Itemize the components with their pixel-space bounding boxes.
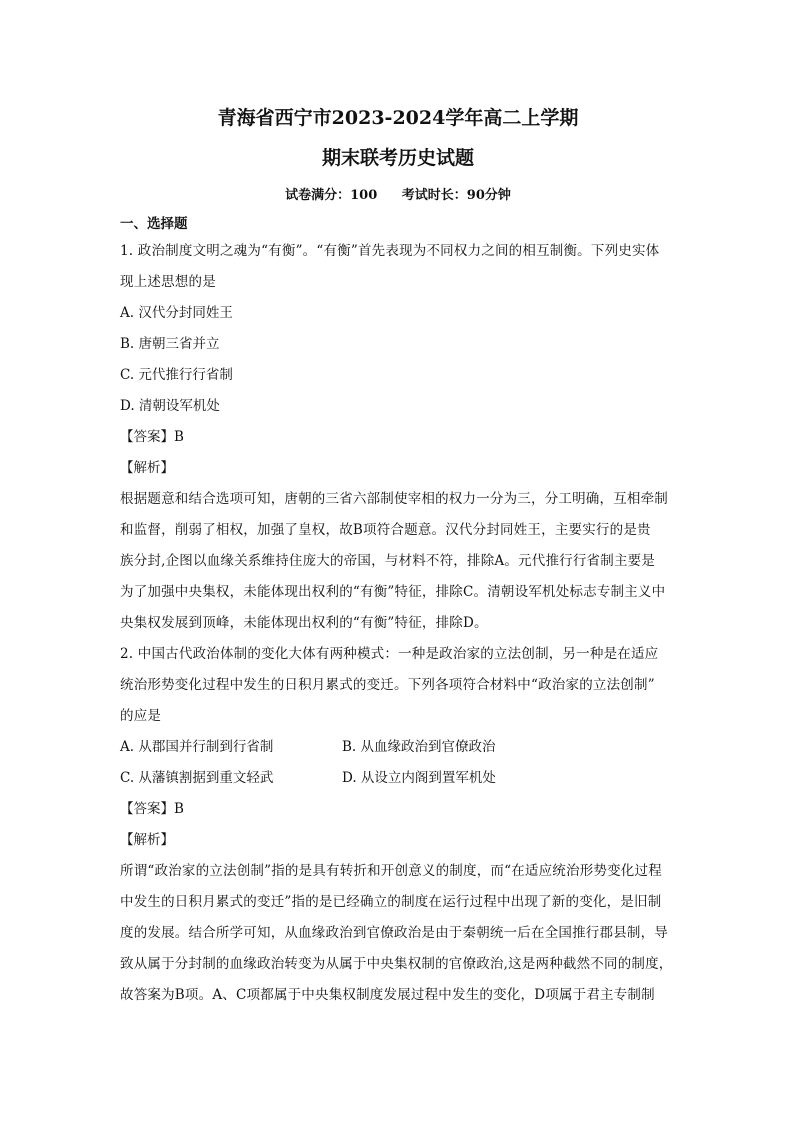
- q2-options-row-1: [120, 732, 676, 763]
- q2-stem-line: 统治形势变化过程中发生的日积月累式的变迁。下列各项符合材料中“政治家的立法创制”: [120, 677, 655, 693]
- q1-analysis-line: 和监督，削弱了相权，加强了皇权，故B项符合题意。汉代分封同姓王，主要实行的是贵: [120, 522, 651, 538]
- exam-score: 试卷满分：100: [285, 188, 378, 203]
- q2-analysis-line: 致从属于分封制的血缘政治转变为从属于中央集权制的官僚政治,这是两种截然不同的制度，: [120, 956, 673, 972]
- q1-stem-line2: 现上述思想的是: [120, 274, 216, 290]
- q1-option-a: A. 汉代分封同姓王: [120, 305, 233, 321]
- exam-info: [120, 186, 676, 206]
- q2-stem-line: 的应是: [120, 708, 162, 724]
- q2-analysis-tag: 【解析】: [120, 832, 174, 848]
- exam-title-line2: 期末联考历史试题: [321, 147, 474, 169]
- question-2: [120, 639, 676, 1011]
- q2-analysis-line: 度的发展。结合所学可知，从血缘政治到官僚政治是由于秦朝统一后在全国推行郡县制，导: [120, 925, 668, 941]
- q2-option-d: D. 从设立内阁到置军机处: [342, 770, 496, 786]
- exam-page: [120, 100, 676, 1011]
- q1-analysis-line: 为了加强中央集权，未能体现出权利的“有衡”特征，排除C。清朝设军机处标志专制主义中: [120, 584, 666, 600]
- question-1: [120, 236, 676, 639]
- exam-title-line1: 青海省西宁市2023-2024学年高二上学期: [217, 107, 579, 129]
- q1-answer: 【答案】B: [120, 429, 184, 445]
- q2-option-a: A. 从郡国并行制到行省制: [120, 739, 274, 755]
- q1-option-d: D. 清朝设军机处: [120, 398, 220, 414]
- q1-option-b: B. 唐朝三省并立: [120, 336, 220, 352]
- q2-option-b: B. 从血缘政治到官僚政治: [342, 739, 496, 755]
- q1-analysis-line: 族分封,企图以血缘关系维持住庞大的帝国，与材料不符，排除A。元代推行行省制主要是: [120, 553, 656, 569]
- section-heading: 一、选择题: [120, 216, 188, 232]
- q2-stem-line: 2. 中国古代政治体制的变化大体有两种模式：一种是政治家的立法创制，另一种是在适应: [120, 646, 659, 662]
- q2-analysis-line: 所谓“政治家的立法创制”指的是具有转折和开创意义的制度，而“在适应统治形势变化过程: [120, 863, 662, 879]
- q1-analysis-tag: 【解析】: [120, 460, 174, 476]
- q2-options-row-2: [120, 763, 676, 794]
- q1-option-c: C. 元代推行行省制: [120, 367, 233, 383]
- q1-analysis-line: 央集权发展到顶峰，未能体现出权利的“有衡”特征，排除D。: [120, 615, 488, 631]
- q2-analysis-line: 中发生的日积月累式的变迁”指的是已经确立的制度在运行过程中出现了新的变化，是旧制: [120, 894, 662, 910]
- q1-stem-line1: 1. 政治制度文明之魂为“有衡”。“有衡”首先表现为不同权力之间的相互制衡。下列史实体: [120, 243, 660, 259]
- q2-analysis-line: 故答案为B项。A、C项都属于中央集权制度发展过程中发生的变化，D项属于君主专制制: [120, 987, 655, 1003]
- exam-time: 考试时长：90分钟: [401, 188, 511, 203]
- q2-option-c: C. 从藩镇割据到重文轻武: [120, 770, 274, 786]
- q1-analysis-line: 根据题意和结合选项可知，唐朝的三省六部制使宰相的权力一分为三，分工明确，互相牵制: [120, 491, 668, 507]
- q2-answer: 【答案】B: [120, 801, 184, 817]
